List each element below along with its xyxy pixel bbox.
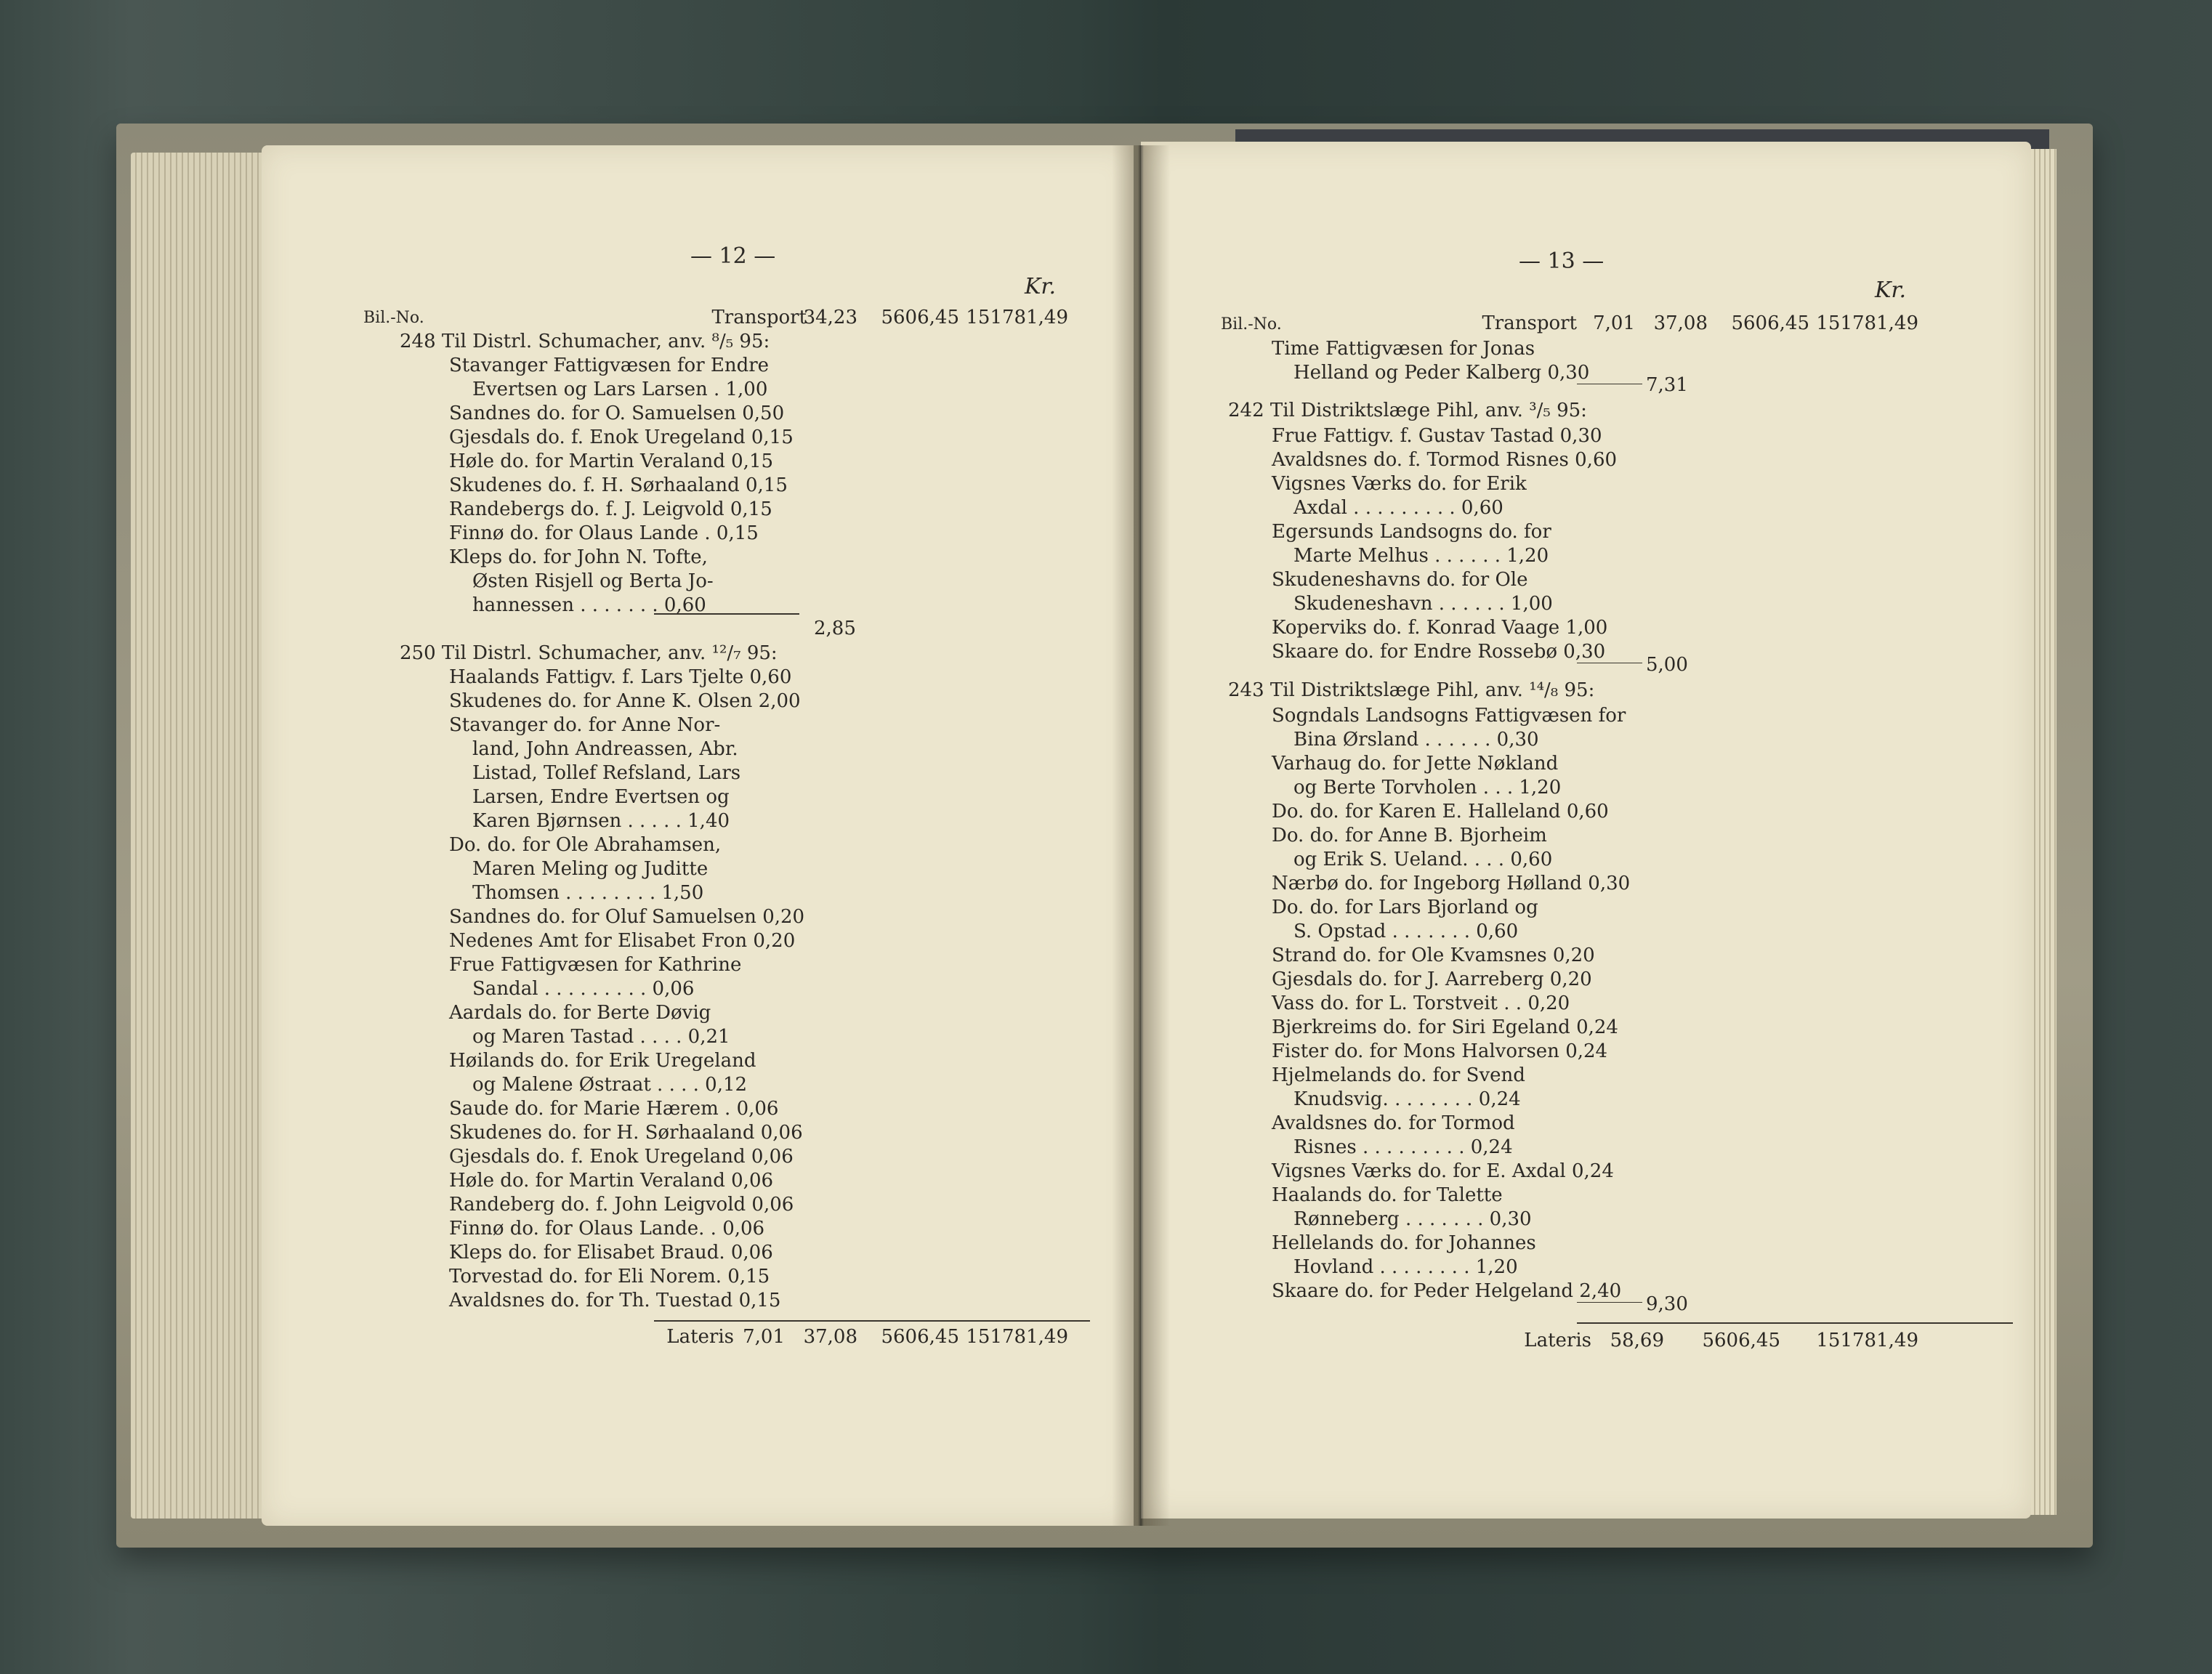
ledger-line: og Malene Østraat . . . . 0,12	[472, 1074, 748, 1096]
ledger-line: Sandnes do. for Oluf Samuelsen 0,20	[449, 906, 805, 928]
right-lateris-value-2: 5606,45	[1702, 1330, 1780, 1351]
ledger-line: Risnes . . . . . . . . . 0,24	[1293, 1136, 1513, 1158]
right-lateris-value-3: 151781,49	[1816, 1330, 1918, 1351]
left-transport-value-2: 5606,45	[881, 307, 959, 328]
ledger-line: Skudenes do. f. H. Sørhaaland 0,15	[449, 474, 788, 496]
book-gutter	[1112, 145, 1170, 1526]
ledger-line: Sandal . . . . . . . . . 0,06	[472, 978, 695, 1000]
right-subtotal-3: 9,30	[1646, 1293, 1688, 1315]
ledger-line: Do. do. for Lars Bjorland og	[1272, 897, 1538, 918]
right-currency-label: Kr.	[1875, 278, 1906, 303]
ledger-line: S. Opstad . . . . . . . 0,60	[1293, 921, 1519, 942]
ledger-line: Avaldsnes do. for Th. Tuestad 0,15	[449, 1290, 781, 1311]
right-transport-value-2: 37,08	[1653, 312, 1708, 334]
ledger-line: Østen Risjell og Berta Jo-	[472, 570, 714, 592]
ledger-line: Skudeneshavn . . . . . . 1,00	[1293, 593, 1553, 615]
ledger-line: Frue Fattigvæsen for Kathrine	[449, 954, 742, 976]
ledger-line: Saude do. for Marie Hærem . 0,06	[449, 1098, 779, 1120]
right-subtotal-rule-3	[1577, 1302, 1642, 1303]
left-footer-rule	[654, 1320, 1090, 1322]
right-transport-label: Transport	[1482, 312, 1577, 334]
right-footer-rule	[1577, 1322, 2013, 1324]
ledger-line: Gjesdals do. f. Enok Uregeland 0,15	[449, 426, 794, 448]
right-subtotal-2: 5,00	[1646, 654, 1688, 676]
ledger-line: Nedenes Amt for Elisabet Fron 0,20	[449, 930, 796, 952]
ledger-line: Axdal . . . . . . . . . 0,60	[1293, 497, 1503, 519]
left-page	[262, 145, 1134, 1526]
ledger-line: Skudenes do. for H. Sørhaaland 0,06	[449, 1122, 803, 1144]
ledger-line: Avaldsnes do. f. Tormod Risnes 0,60	[1272, 449, 1618, 471]
ledger-line: Time Fattigvæsen for Jonas	[1272, 338, 1535, 360]
ledger-line: Do. do. for Karen E. Halleland 0,60	[1272, 801, 1609, 822]
ledger-line: Randeberg do. f. John Leigvold 0,06	[449, 1194, 794, 1216]
left-bil-no-header: Bil.-No.	[363, 309, 424, 327]
right-subtotal-1: 7,31	[1646, 374, 1688, 396]
right-transport-value-1: 7,01	[1593, 312, 1635, 334]
ledger-line: Aardals do. for Berte Døvig	[449, 1002, 711, 1024]
ledger-line: Hellelands do. for Johannes	[1272, 1232, 1536, 1254]
ledger-line: Varhaug do. for Jette Nøkland	[1272, 753, 1559, 775]
ledger-line: Høle do. for Martin Veraland 0,06	[449, 1170, 774, 1192]
ledger-line: Bjerkreims do. for Siri Egeland 0,24	[1272, 1016, 1618, 1038]
ledger-line: Egersunds Landsogns do. for	[1272, 521, 1551, 543]
ledger-line: og Berte Torvholen . . . 1,20	[1293, 777, 1562, 798]
ledger-line: Strand do. for Ole Kvamsnes 0,20	[1272, 945, 1595, 966]
ledger-line: land, John Andreassen, Abr.	[472, 738, 738, 760]
ledger-line: Haalands Fattigv. f. Lars Tjelte 0,60	[449, 666, 792, 688]
right-bil-no-header: Bil.-No.	[1221, 315, 1282, 333]
ledger-line: Hjelmelands do. for Svend	[1272, 1064, 1525, 1086]
left-page-edges	[131, 153, 276, 1519]
left-subtotal: 2,85	[814, 618, 856, 639]
ledger-line: 243 Til Distriktslæge Pihl, anv. ¹⁴/₈ 95:	[1228, 679, 1595, 701]
ledger-line: 242 Til Distriktslæge Pihl, anv. ³/₅ 95:	[1228, 400, 1587, 421]
ledger-line: Thomsen . . . . . . . . 1,50	[472, 882, 704, 904]
ledger-line: 248 Til Distrl. Schumacher, anv. ⁸/₅ 95:	[400, 331, 770, 352]
left-page-number: — 12 —	[690, 243, 776, 269]
ledger-line: Hovland . . . . . . . . 1,20	[1293, 1256, 1518, 1278]
ledger-line: Rønneberg . . . . . . . 0,30	[1293, 1208, 1532, 1230]
ledger-line: og Erik S. Ueland. . . . 0,60	[1293, 849, 1553, 870]
left-subtotal-rule	[654, 613, 799, 615]
ledger-line: Vigsnes Værks do. for E. Axdal 0,24	[1272, 1160, 1614, 1182]
left-lateris-value-4: 151781,49	[966, 1326, 1068, 1348]
right-page-number: — 13 —	[1519, 248, 1604, 274]
ledger-line: Sandnes do. for O. Samuelsen 0,50	[449, 403, 785, 424]
ledger-line: 250 Til Distrl. Schumacher, anv. ¹²/₇ 95:	[400, 642, 778, 664]
ledger-line: Listad, Tollef Refsland, Lars	[472, 762, 741, 784]
ledger-line: Larsen, Endre Evertsen og	[472, 786, 730, 808]
ledger-line: Skaare do. for Peder Helgeland 2,40	[1272, 1280, 1622, 1302]
right-lateris-label: Lateris	[1524, 1330, 1591, 1351]
ledger-line: Skaare do. for Endre Rossebø 0,30	[1272, 641, 1606, 663]
ledger-line: og Maren Tastad . . . . 0,21	[472, 1026, 730, 1048]
ledger-line: Fister do. for Mons Halvorsen 0,24	[1272, 1040, 1608, 1062]
ledger-line: Vigsnes Værks do. for Erik	[1272, 473, 1527, 495]
left-transport-value-1: 34,23	[803, 307, 857, 328]
ledger-line: Avaldsnes do. for Tormod	[1272, 1112, 1515, 1134]
ledger-line: Høle do. for Martin Veraland 0,15	[449, 450, 774, 472]
right-lateris-value-1: 58,69	[1610, 1330, 1664, 1351]
ledger-line: Høilands do. for Erik Uregeland	[449, 1050, 756, 1072]
ledger-line: Stavanger Fattigvæsen for Endre	[449, 355, 770, 376]
ledger-line: Maren Meling og Juditte	[472, 858, 709, 880]
ledger-line: Gjesdals do. f. Enok Uregeland 0,06	[449, 1146, 794, 1168]
left-lateris-value-1: 7,01	[743, 1326, 785, 1348]
ledger-line: Do. do. for Ole Abrahamsen,	[449, 834, 722, 856]
ledger-line: Knudsvig. . . . . . . . 0,24	[1293, 1088, 1521, 1110]
ledger-line: hannessen . . . . . . . 0,60	[472, 594, 706, 616]
left-lateris-value-3: 5606,45	[881, 1326, 959, 1348]
ledger-line: Finnø do. for Olaus Lande. . 0,06	[449, 1218, 765, 1240]
ledger-line: Stavanger do. for Anne Nor-	[449, 714, 721, 736]
ledger-line: Koperviks do. f. Konrad Vaage 1,00	[1272, 617, 1608, 639]
ledger-line: Frue Fattigv. f. Gustav Tastad 0,30	[1272, 425, 1602, 447]
ledger-line: Vass do. for L. Torstveit . . 0,20	[1272, 992, 1570, 1014]
ledger-line: Torvestad do. for Eli Norem. 0,15	[449, 1266, 770, 1287]
ledger-line: Evertsen og Lars Larsen . 1,00	[472, 379, 768, 400]
ledger-line: Bina Ørsland . . . . . . 0,30	[1293, 729, 1539, 751]
left-lateris-value-2: 37,08	[803, 1326, 857, 1348]
ledger-line: Helland og Peder Kalberg 0,30	[1293, 362, 1590, 384]
left-transport-label: Transport	[711, 307, 807, 328]
ledger-line: Nærbø do. for Ingeborg Hølland 0,30	[1272, 873, 1631, 894]
left-currency-label: Kr.	[1025, 274, 1056, 299]
right-page	[1141, 142, 2031, 1519]
ledger-line: Marte Melhus . . . . . . 1,20	[1293, 545, 1549, 567]
right-transport-value-4: 151781,49	[1816, 312, 1918, 334]
ledger-line: Sogndals Landsogns Fattigvæsen for	[1272, 705, 1626, 727]
ledger-line: Randebergs do. f. J. Leigvold 0,15	[449, 498, 772, 520]
ledger-line: Do. do. for Anne B. Bjorheim	[1272, 825, 1547, 846]
ledger-line: Karen Bjørnsen . . . . . 1,40	[472, 810, 730, 832]
ledger-line: Gjesdals do. for J. Aarreberg 0,20	[1272, 969, 1592, 990]
left-lateris-label: Lateris	[666, 1326, 734, 1348]
ledger-line: Finnø do. for Olaus Lande . 0,15	[449, 522, 759, 544]
right-transport-value-3: 5606,45	[1731, 312, 1809, 334]
ledger-line: Haalands do. for Talette	[1272, 1184, 1503, 1206]
ledger-line: Kleps do. for John N. Tofte,	[449, 546, 708, 568]
ledger-line: Skudenes do. for Anne K. Olsen 2,00	[449, 690, 801, 712]
ledger-line: Kleps do. for Elisabet Braud. 0,06	[449, 1242, 773, 1263]
ledger-line: Skudeneshavns do. for Ole	[1272, 569, 1528, 591]
left-transport-value-3: 151781,49	[966, 307, 1068, 328]
